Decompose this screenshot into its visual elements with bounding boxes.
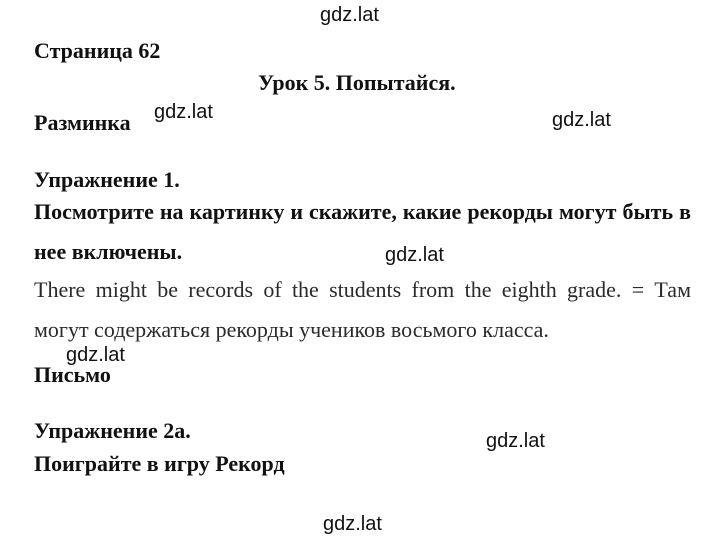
page-number-heading: Страница 62	[34, 38, 161, 63]
watermark-middle: gdz.lat	[385, 244, 444, 266]
exercise-2a-title: Упражнение 2а.	[34, 418, 191, 443]
watermark-left-section: gdz.lat	[154, 101, 213, 123]
exercise-1-title: Упражнение 1.	[34, 167, 180, 192]
exercise-1-task: Посмотрите на картинку и скажите, какие рекорды могут быть в нее включены.	[34, 199, 691, 264]
exercise-2a-task: Поиграйте в игру Рекорд	[34, 451, 285, 476]
exercise-1-answer: There might be records of the students from the eighth grade. = Там могут содержаться рекорды учеников восьмого класса.	[34, 277, 691, 342]
watermark-right-exercise2: gdz.lat	[486, 430, 545, 452]
watermark-bottom: gdz.lat	[323, 513, 382, 535]
warmup-section-heading: Разминка	[34, 110, 131, 135]
watermark-right-section: gdz.lat	[552, 109, 611, 131]
lesson-title: Урок 5. Попытайся.	[258, 70, 456, 95]
writing-section-heading: Письмо	[34, 362, 111, 387]
watermark-left-writing: gdz.lat	[66, 344, 125, 366]
watermark-top: gdz.lat	[320, 4, 379, 26]
